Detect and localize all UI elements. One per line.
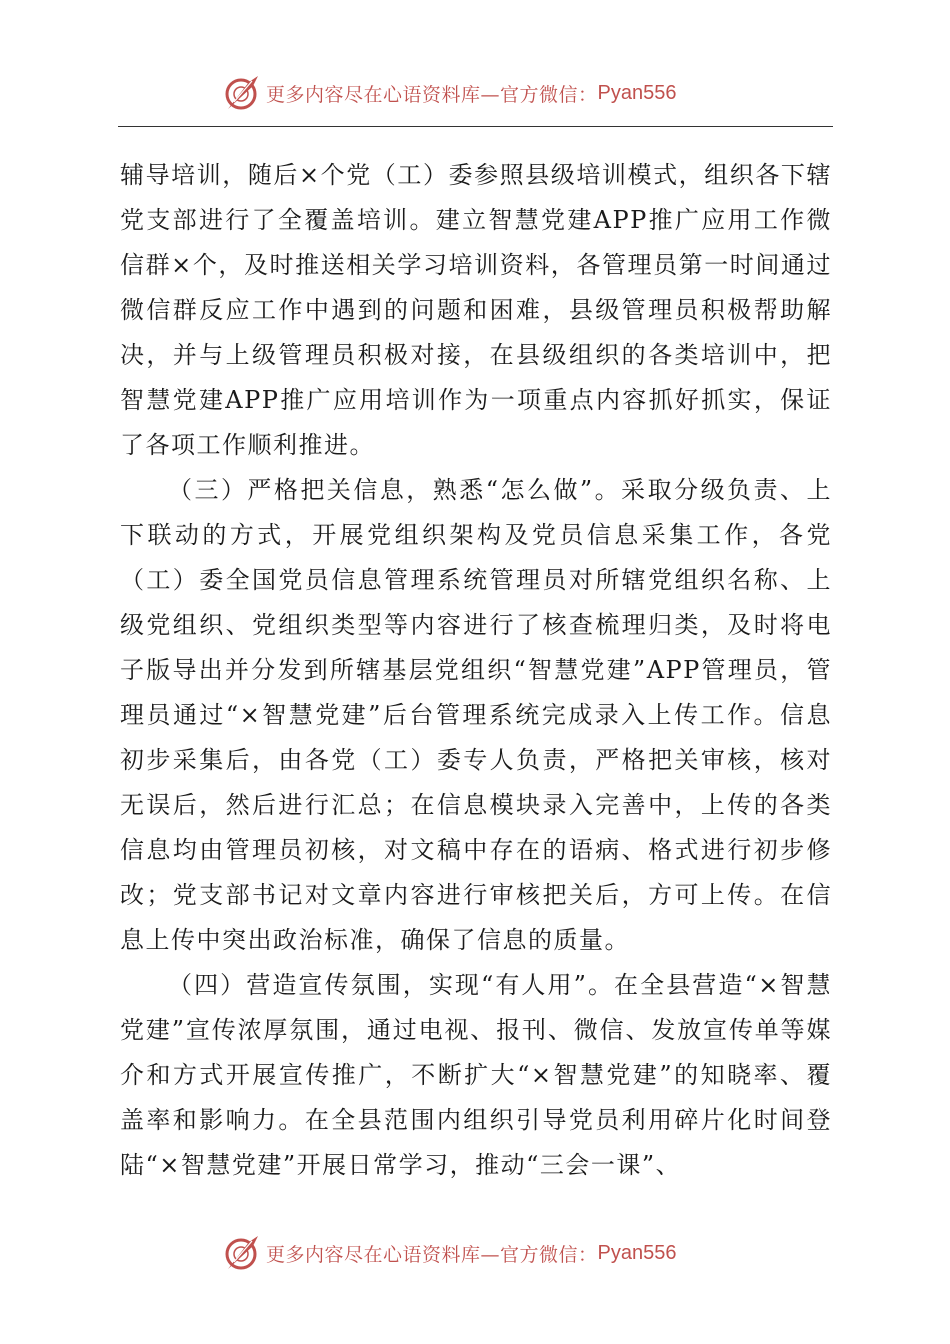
paragraph-3: （四）营造宣传氛围，实现“有人用”。在全县营造“×智慧党建”宣传浓厚氛围，通过电视、报刊、微信、发放宣传单等媒介和方式开展宣传推广，不断扩大“×智慧党建”的知晓率、覆盖率和影响力。在全县范围内组织引导党员利用碎片化时间登陆“×智慧党建”开展日常学习，推动“三会一课”、 <box>120 971 832 1179</box>
paragraph-1: 辅导培训，随后×个党（工）委参照县级培训模式，组织各下辖党支部进行了全覆盖培训。建立智慧党建APP推广应用工作微信群×个，及时推送相关学习培训资料，各管理员第一时间通过微信群反应工作中遇到的问题和困难，县级管理员积极帮助解决，并与上级管理员积极对接，在县级组织的各类培训中，把智慧党建APP推广应用培训作为一项重点内容抓好抓实，保证了各项工作顺利推进。 <box>120 161 832 459</box>
header-rule <box>118 126 833 127</box>
quill-logo-icon <box>222 73 262 113</box>
header-watermark-id: Pyan556 <box>597 81 677 104</box>
header-watermark-text: 更多内容尽在心语资料库—官方微信： <box>266 83 598 106</box>
header-watermark <box>222 71 676 115</box>
body-text <box>120 153 832 1188</box>
quill-logo-icon <box>222 1233 262 1273</box>
footer-watermark-text: 更多内容尽在心语资料库—官方微信： <box>266 1243 598 1266</box>
footer-watermark <box>222 1231 676 1275</box>
footer-watermark-id: Pyan556 <box>597 1241 677 1264</box>
paragraph-2: （三）严格把关信息，熟悉“怎么做”。采取分级负责、上下联动的方式，开展党组织架构及党员信息采集工作，各党（工）委全国党员信息管理系统管理员对所辖党组织名称、上级党组织、党组织类型等内容进行了核查梳理归类，及时将电子版导出并分发到所辖基层党组织“智慧党建”APP管理员，管理员通过“×智慧党建”后台管理系统完成录入上传工作。信息初步采集后，由各党（工）委专人负责，严格把关审核，核对无误后，然后进行汇总；在信息模块录入完善中，上传的各类信息均由管理员初核，对文稿中存在的语病、格式进行初步修改；党支部书记对文章内容进行审核把关后，方可上传。在信息上传中突出政治标准，确保了信息的质量。 <box>120 476 832 954</box>
